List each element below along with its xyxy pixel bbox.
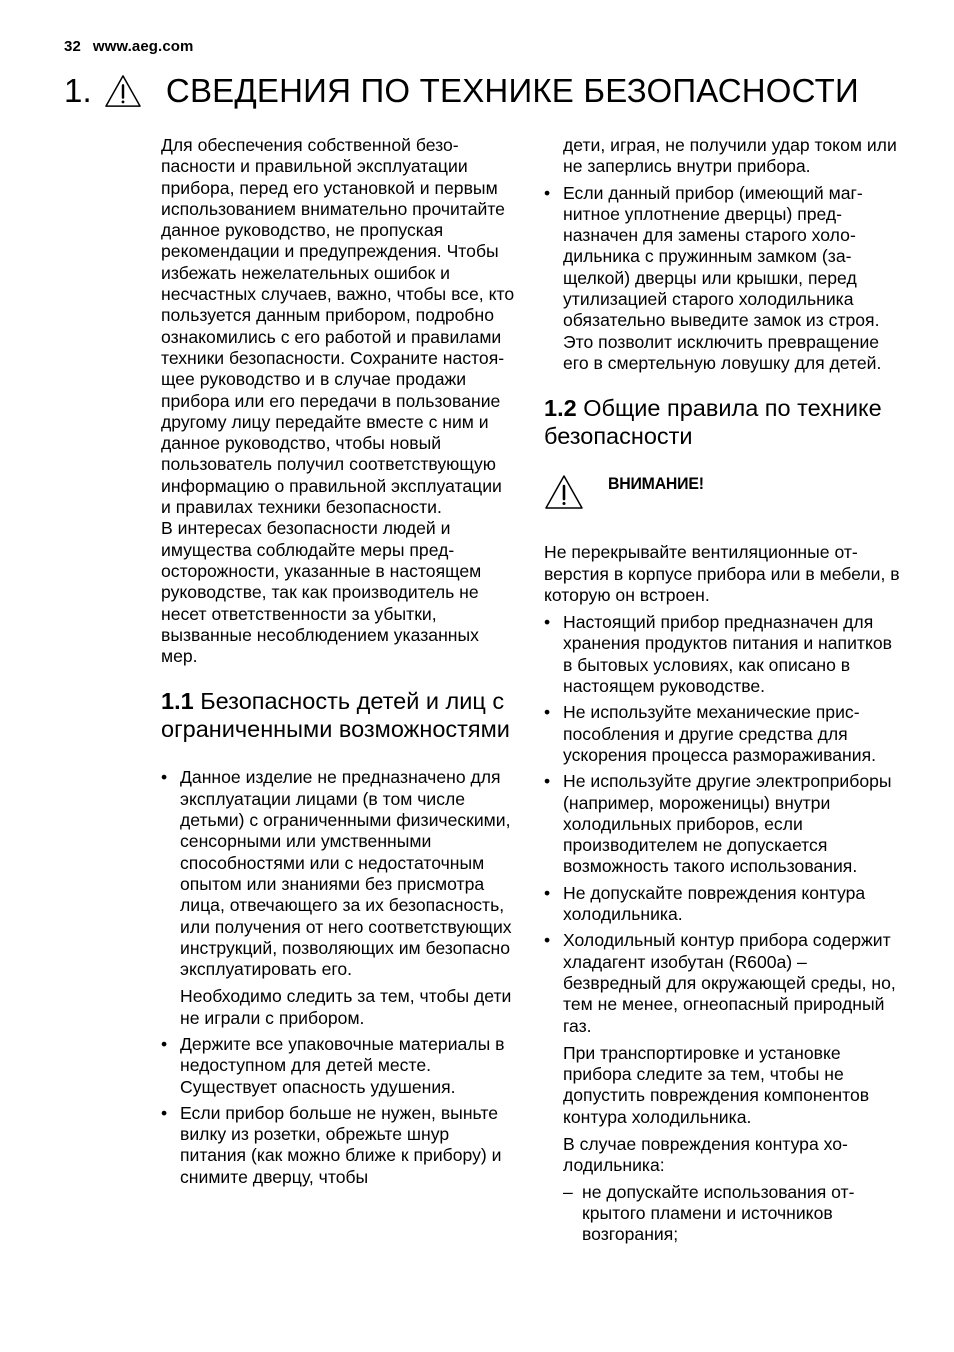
- list-item: [161, 767, 516, 1029]
- warning-triangle-icon: [544, 474, 584, 510]
- left-column: [161, 135, 516, 1193]
- list-item: [544, 930, 904, 1245]
- site-url: www.aeg.com: [92, 38, 194, 55]
- list-item: [544, 702, 904, 766]
- list-item: [544, 771, 904, 877]
- section-number: 1.1: [161, 688, 194, 715]
- intro-paragraph-1: Для обеспечения собственной безопасности и правильной эксплуатации прибора, перед его установкой и первым использованием внимательно прочитайте данное руководство, не пропуская рекомендации и предупреждения. Чтобы избежать нежелательных ошибок и несчастных случаев, важно, чтобы все, кто пользуется данным прибором, подробно ознакомились с его работой и правилами техники безопасности. Сохраните настоящее руководство и в случае продажи прибора или его передачи в пользование другому лицу передайте вместе с ним и данное руководство, чтобы новый пользователь получил соответствующую информацию о правильной эксплуатации и правилах техники безопасности.: [161, 135, 515, 518]
- list-item: [544, 612, 904, 697]
- warning-label: ВНИМАНИЕ!: [608, 475, 704, 494]
- list-item-continuation: [544, 135, 904, 178]
- section-number: 1.2: [544, 395, 577, 422]
- warning-notice: [544, 474, 904, 516]
- intro-paragraph-2: В интересах безопасности людей и имущества соблюдайте меры предосторожности, указанные в настоящем руководстве, так как производитель не несет ответственности за убытки, вызванные несоблюдением указанных мер.: [161, 518, 482, 667]
- children-safety-list-continued: [544, 135, 904, 374]
- ventilation-paragraph: Не перекрывайте вентиляционные отверстия в корпусе прибора или в мебели, в которую он встроен.: [544, 542, 900, 605]
- list-item-text: Холодильный контур прибора содержит хладагент изобутан (R600a) – безвредный для окружающей среды, но, тем не менее, огнеопасный природный газ.: [563, 930, 896, 1036]
- page-number: 32: [64, 38, 81, 55]
- dash-list: [563, 1182, 904, 1246]
- list-item-text: Если прибор больше не нужен, выньте вилку из розетки, обрежьте шнур питания (как можно ближе к прибору) и снимите дверцу, чтобы: [180, 1102, 502, 1187]
- list-item: [544, 183, 904, 375]
- section-heading-1-2: [544, 394, 904, 450]
- chapter-heading: СВЕДЕНИЯ ПО ТЕХНИКЕ БЕЗОПАСНОСТИ: [165, 72, 859, 109]
- list-item: [544, 883, 904, 926]
- chapter-number: 1.: [64, 72, 92, 109]
- list-item-text: Не допускайте повреждения контура холодильника.: [563, 882, 866, 925]
- list-item-text: Не используйте другие электроприборы (например, мороженицы) внутри холодильных приборов, если производителем не допускается возможность такого использования.: [563, 771, 892, 877]
- list-item-text: Данное изделие не предназначено для эксплуатации лицами (в том числе детьми) с ограниченными физическими, сенсорными или умственными способностями или с недостаточным опытом или знаниями без присмотра лица, отвечающего за их безопасность, или получения от него соответствующих инструкций, позволяющих им безопасно эксплуатировать его.: [180, 767, 512, 980]
- list-item: [161, 1034, 516, 1098]
- general-safety-list: [544, 612, 904, 1245]
- list-item-text: Держите все упаковочные материалы в недоступном для детей месте. Существует опасность удушения.: [180, 1033, 505, 1097]
- list-item-text: Настоящий прибор предназначен для хранения продуктов питания и напитков в бытовых условиях, как описано в настоящем руководстве.: [563, 612, 892, 697]
- section-title: Общие правила по технике безопасности: [544, 395, 882, 450]
- section-heading-1-1: [161, 687, 516, 743]
- children-safety-list: [161, 767, 516, 1188]
- list-item-text: Не используйте механические приспособления и другие средства для ускорения процесса размораживания.: [563, 702, 877, 765]
- warning-triangle-icon: [104, 74, 142, 108]
- list-item-note: При транспортировке и установке прибора следите за тем, чтобы не допустить повреждения компонентов контура холодильника.: [563, 1042, 870, 1127]
- list-item-text: Если данный прибор (имеющий магнитное уплотнение дверцы) предназначен для замены старого холодильника с пружинным замком (защелкой) дверцы или крышки, перед утилизацией старого холодильника обязательно выведите замок из строя. Это позволит исключить превращение его в смертельную ловушку для детей.: [563, 182, 882, 373]
- list-item-note: В случае повреждения контура холодильника:: [563, 1133, 848, 1176]
- chapter-title: [64, 66, 859, 116]
- list-item: [161, 1103, 516, 1188]
- list-item-text: дети, играя, не получили удар током или не заперлись внутри прибора.: [563, 135, 897, 177]
- section-title: Безопасность детей и лиц с ограниченными возможностями: [161, 688, 510, 743]
- page-header: [64, 38, 193, 55]
- list-item-note: Необходимо следить за тем, чтобы дети не играли с прибором.: [180, 986, 512, 1028]
- dash-item: – не допускайте использования открытого пламени и источников возгорания;: [563, 1182, 904, 1246]
- right-column: [544, 135, 904, 1250]
